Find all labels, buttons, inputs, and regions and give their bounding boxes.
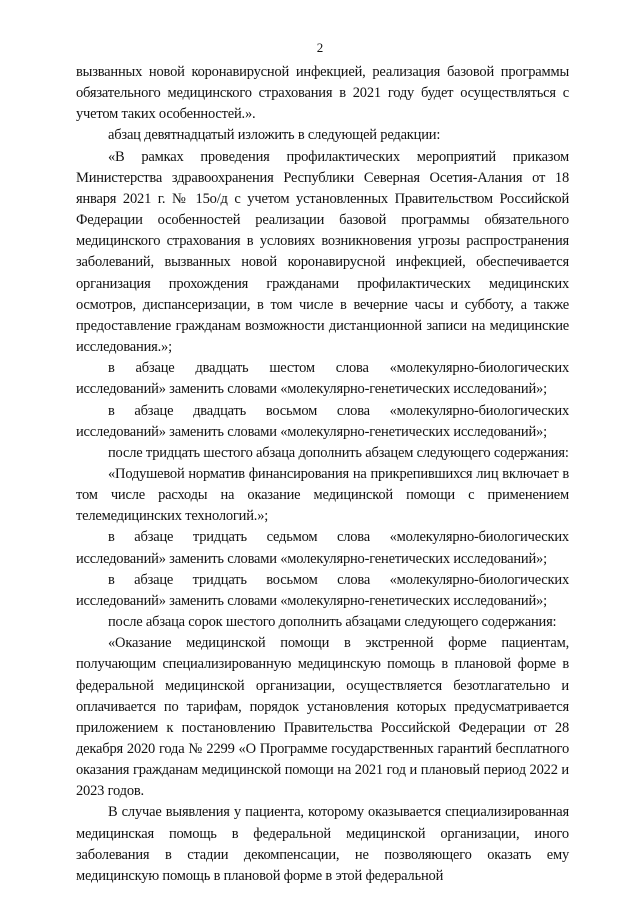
paragraph-decompensation: В случае выявления у пациента, которому оказывается специализированная медицинская помощь в федеральной медицинской организации, иного заболевания в стадии декомпенсации, не позволяющего оказать ему медицинскую помощь в плановой форме в этой федеральной [76, 804, 569, 884]
paragraph-quote-per-capita: «Подушевой норматив финансирования на прикрепившихся лиц включает в том числе расходы на оказание медицинской помощи с применением телемедицинских технологий.»; [76, 465, 569, 525]
paragraph-quote-preventive: «В рамках проведения профилактических мероприятий приказом Министерства здравоохранения Республики Северная Осетия-Алания от 18 января 2021 г. № 15о/д с учетом установленных Правительством Российской Федерации особенностей реализации базовой программы обязательного медицинского страхования в условиях возникновения угрозы распространения заболеваний, вызванных новой коронавирусной инфекцией, обеспечивается организация прохождения гражданами профилактических медицинских осмотров, диспансеризации, в том числе в вечерние часы и субботу, а также предоставление гражданам возможности дистанционной записи на медицинские исследования.»; [76, 148, 569, 356]
paragraph-after-46: после абзаца сорок шестого дополнить абзацами следующего содержания: [108, 614, 557, 631]
paragraph-amend-26: в абзаце двадцать шестом слова «молекулярно-биологических исследований» заменить словами «молекулярно-генетических исследований»; [76, 360, 569, 398]
paragraph-amend-28: в абзаце двадцать восьмом слова «молекулярно-биологических исследований» заменить словами «молекулярно-генетических исследований»; [76, 402, 569, 440]
paragraph-after-36: после тридцать шестого абзаца дополнить абзацем следующего содержания: [108, 444, 569, 461]
paragraph-amend-38: в абзаце тридцать восьмом слова «молекулярно-биологических исследований» заменить словами «молекулярно-генетических исследований»; [76, 571, 569, 609]
paragraph-amend-19: абзац девятнадцатый изложить в следующей редакции: [108, 127, 441, 144]
page-number: 2 [316, 40, 324, 55]
paragraph-quote-emergency: «Оказание медицинской помощи в экстренной форме пациентам, получающим специализированную медицинскую помощь в плановой форме в федеральной медицинской организации, осуществляется безотлагательно и оплачивается по тарифам, порядок установления которых предусматривается приложением к постановлению Правительства Российской Федерации от 28 декабря 2020 года № 2299 «О Программе государственных гарантий бесплатного оказания гражданам медицинской помощи на 2021 год и плановый период 2022 и 2023 годов. [76, 635, 569, 800]
paragraph-continuation: вызванных новой коронавирусной инфекцией, реализация базовой программы обязательного медицинского страхования в 2021 году будет осуществляться с учетом таких особенностей.». [76, 64, 569, 123]
document-body [76, 62, 569, 887]
paragraph-amend-37: в абзаце тридцать седьмом слова «молекулярно-биологических исследований» заменить словами «молекулярно-генетических исследований»; [76, 529, 569, 567]
